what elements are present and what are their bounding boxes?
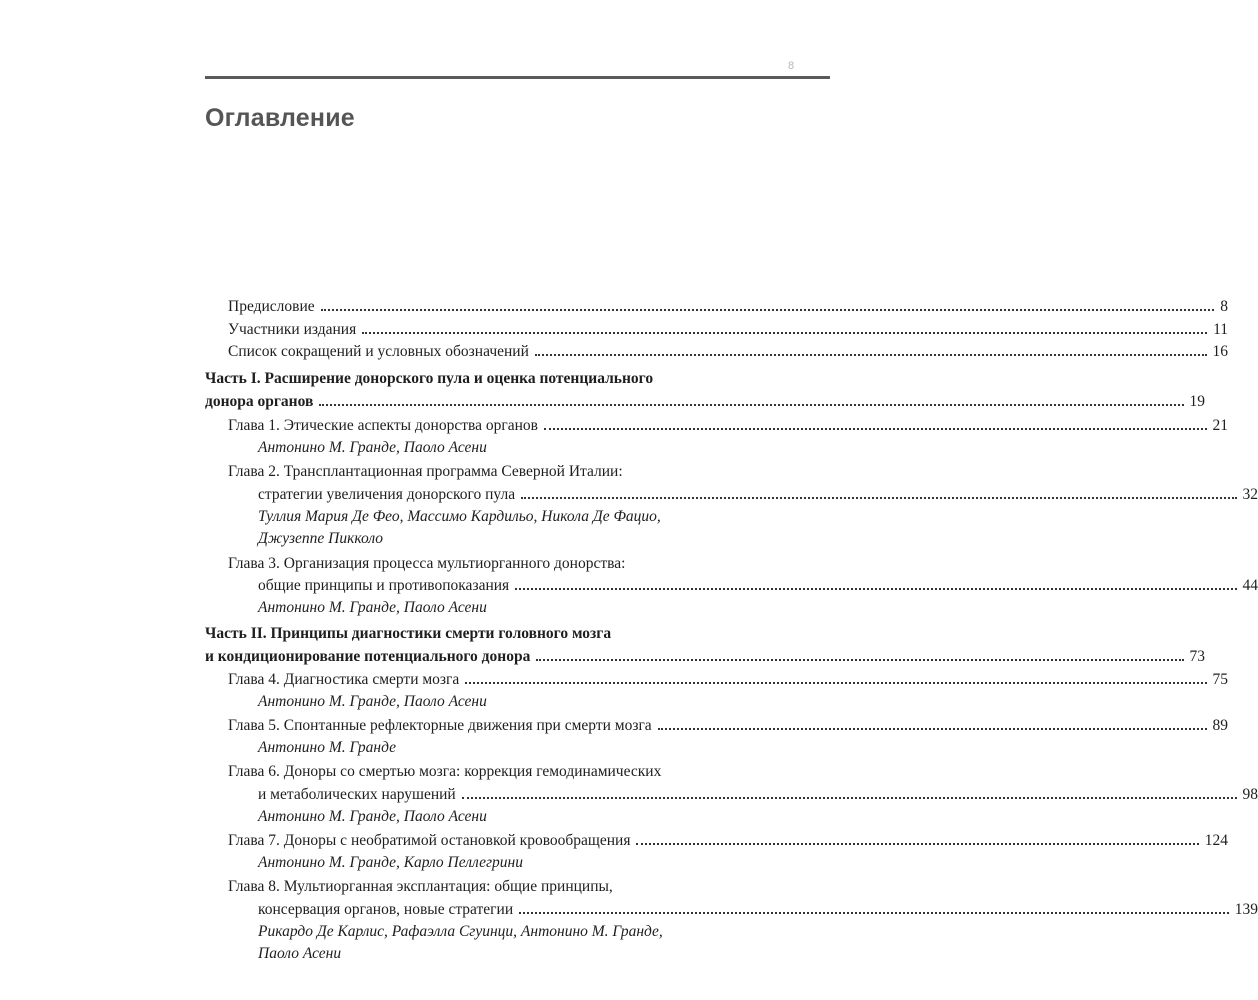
toc-page-number: 75 [1212, 671, 1228, 688]
toc-chapter-2[interactable] [258, 483, 1258, 507]
toc-entry-abbreviations[interactable] [228, 340, 1228, 364]
toc-page-number: 98 [1242, 786, 1258, 803]
toc-chapter-2-title[interactable]: Глава 2. Трансплантационная программа Северной Италии: [228, 463, 623, 480]
toc-chapter-3[interactable] [258, 574, 1258, 598]
toc-entry-label: и кондиционирование потенциального донора [205, 648, 531, 665]
page-title: Оглавление [205, 104, 355, 132]
leader-dots [521, 496, 1236, 499]
toc-page-number: 11 [1213, 321, 1228, 338]
toc-entry-label: и метаболических нарушений [258, 786, 456, 803]
toc-page-number: 21 [1212, 417, 1228, 434]
chapter-authors: Антонино М. Гранде [258, 739, 397, 756]
part2-heading-line1[interactable]: Часть II. Принципы диагностики смерти головного мозга [205, 625, 612, 642]
toc-page-number: 139 [1234, 901, 1258, 918]
toc-chapter-4[interactable] [228, 668, 1228, 692]
part2-heading[interactable] [205, 645, 1205, 669]
toc-chapter-6-title[interactable]: Глава 6. Доноры со смертью мозга: коррекция гемодинамических [228, 763, 662, 780]
leader-dots [658, 727, 1207, 730]
leader-dots [515, 587, 1236, 590]
chapter-authors: Антонино М. Гранде, Паоло Асени [258, 808, 487, 825]
toc-page-number: 44 [1242, 577, 1258, 594]
toc-entry-label: Предисловие [228, 298, 315, 315]
leader-dots [462, 796, 1237, 799]
leader-dots [362, 331, 1207, 334]
leader-dots [321, 308, 1215, 311]
toc-entry-label: донора органов [205, 393, 314, 410]
chapter-authors: Антонино М. Гранде, Паоло Асени [258, 439, 487, 456]
toc-chapter-7[interactable] [228, 829, 1228, 853]
leader-dots [519, 911, 1229, 914]
chapter-authors: Антонино М. Гранде, Карло Пеллегрини [258, 854, 523, 871]
toc-page-number: 124 [1204, 832, 1228, 849]
toc-entry-contributors[interactable] [228, 318, 1228, 342]
toc-chapter-1[interactable] [228, 414, 1228, 438]
toc-entry-label: Список сокращений и условных обозначений [228, 343, 529, 360]
toc-page-number: 32 [1242, 486, 1258, 503]
chapter-authors: Паоло Асени [258, 945, 342, 962]
toc-entry-preface[interactable] [228, 295, 1228, 319]
toc-chapter-6[interactable] [258, 783, 1258, 807]
toc-entry-label: Глава 5. Спонтанные рефлекторные движения при смерти мозга [228, 717, 652, 734]
toc-page-number: 8 [1220, 298, 1228, 315]
chapter-authors: Туллия Мария Де Фео, Массимо Кардильо, Никола Де Фацио, [258, 508, 661, 525]
toc-entry-label: консервация органов, новые стратегии [258, 901, 514, 918]
header-rule [205, 76, 830, 79]
leader-dots [536, 658, 1183, 661]
toc-page-number: 73 [1189, 648, 1205, 665]
toc-chapter-8-title[interactable]: Глава 8. Мультиорганная эксплантация: общие принципы, [228, 878, 613, 895]
toc-entry-label: Глава 7. Доноры с необратимой остановкой кровообращения [228, 832, 631, 849]
leader-dots [465, 681, 1206, 684]
leader-dots [535, 353, 1207, 356]
chapter-authors: Джузеппе Пикколо [258, 530, 384, 547]
page-corner-mark: 8 [788, 60, 795, 72]
toc-chapter-8[interactable] [258, 898, 1258, 922]
toc-page-number: 89 [1212, 717, 1228, 734]
leader-dots [544, 427, 1207, 430]
chapter-authors: Антонино М. Гранде, Паоло Асени [258, 693, 487, 710]
chapter-authors: Рикардо Де Карлис, Рафаэлла Сгуинци, Антонино М. Гранде, [258, 923, 663, 940]
part1-heading-line1[interactable]: Часть I. Расширение донорского пула и оценка потенциального [205, 370, 654, 387]
toc-page-number: 19 [1189, 393, 1205, 410]
toc-page-number: 16 [1212, 343, 1228, 360]
leader-dots [636, 842, 1198, 845]
toc-entry-label: Глава 1. Этические аспекты донорства органов [228, 417, 538, 434]
chapter-authors: Антонино М. Гранде, Паоло Асени [258, 599, 487, 616]
toc-chapter-3-title[interactable]: Глава 3. Организация процесса мультиорганного донорства: [228, 555, 626, 572]
toc-entry-label: общие принципы и противопоказания [258, 577, 510, 594]
toc-entry-label: Участники издания [228, 321, 357, 338]
toc-chapter-5[interactable] [228, 714, 1228, 738]
toc-entry-label: стратегии увеличения донорского пула [258, 486, 516, 503]
part1-heading[interactable] [205, 390, 1205, 414]
leader-dots [319, 403, 1183, 406]
toc-entry-label: Глава 4. Диагностика смерти мозга [228, 671, 460, 688]
